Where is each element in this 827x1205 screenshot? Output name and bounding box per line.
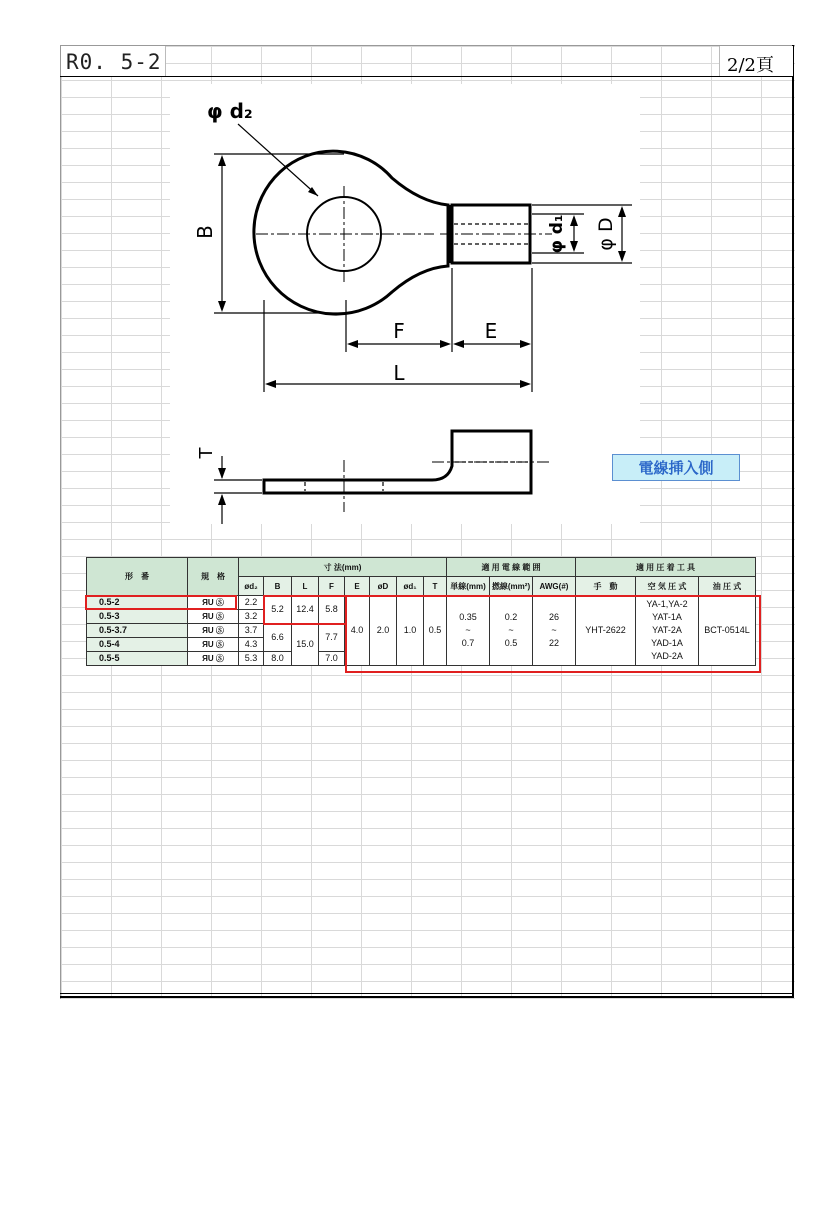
header-awg: AWG(#) (533, 577, 576, 596)
header-pneumatic: 空 気 圧 式 (636, 577, 699, 596)
model-cell: 0.5-3.7 (87, 624, 188, 638)
header-manual: 手 動 (576, 577, 636, 596)
B-cell: 6.6 (264, 624, 292, 652)
d2-cell: 2.2 (239, 596, 264, 610)
label-B: B (193, 225, 217, 239)
header-solid: 単線(mm) (447, 577, 490, 596)
header-standard: 規 格 (188, 558, 239, 596)
title-divider (60, 76, 794, 77)
awg-range: 26 ~ 22 (533, 596, 576, 666)
wire-insertion-side-label: 電線挿入側 (612, 454, 740, 481)
sheet-bottom-border-inner (60, 993, 794, 994)
sheet-right-border (792, 45, 794, 998)
solid-range: 0.35 ~ 0.7 (447, 596, 490, 666)
pneumatic-tools: YA-1,YA-2 YAT-1A YAT-2A YAD-1A YAD-2A (636, 596, 699, 666)
label-E: E (484, 319, 498, 343)
header-stranded: 撚線(mm²) (490, 577, 533, 596)
L-cell: 12.4 (292, 596, 319, 624)
header-d1: ød₁ (397, 577, 424, 596)
standard-mark: ЯU Ⓢ (188, 624, 239, 638)
E-cell: 4.0 (345, 596, 370, 666)
B-cell: 8.0 (264, 652, 292, 666)
d2-cell: 3.7 (239, 624, 264, 638)
sheet-bottom-border (60, 996, 794, 998)
header-L: L (292, 577, 319, 596)
header-D: øD (370, 577, 397, 596)
terminal-drawing (170, 84, 640, 524)
model-cell: 0.5-5 (87, 652, 188, 666)
header-T: T (424, 577, 447, 596)
label-L: L (393, 361, 405, 385)
header-B: B (264, 577, 292, 596)
label-phi-D: φ D (595, 217, 617, 251)
standard-mark: ЯU Ⓢ (188, 610, 239, 624)
header-model: 形 番 (87, 558, 188, 596)
d2-cell: 5.3 (239, 652, 264, 666)
D-cell: 2.0 (370, 596, 397, 666)
header-dimensions: 寸 法(mm) (239, 558, 447, 577)
header-d2: ød₂ (239, 577, 264, 596)
manual-tool: YHT-2622 (576, 596, 636, 666)
page-title: R0. 5-2 (66, 50, 162, 74)
header-F: F (319, 577, 345, 596)
spec-table (86, 557, 756, 666)
standard-mark: ЯU Ⓢ (188, 652, 239, 666)
label-phi-d1: φ d₁ (547, 214, 567, 254)
standard-mark: ЯU Ⓢ (188, 596, 239, 610)
model-cell: 0.5-4 (87, 638, 188, 652)
label-T: T (196, 447, 217, 459)
B-cell: 5.2 (264, 596, 292, 624)
d2-cell: 4.3 (239, 638, 264, 652)
d2-cell: 3.2 (239, 610, 264, 624)
label-F: F (393, 319, 405, 343)
header-hydraulic: 油 圧 式 (699, 577, 756, 596)
hydraulic-tool: BCT-0514L (699, 596, 756, 666)
page-number: 2/2頁 (727, 55, 774, 76)
F-cell: 7.7 (319, 624, 345, 652)
L-cell: 15.0 (292, 624, 319, 666)
header-E: E (345, 577, 370, 596)
F-cell: 7.0 (319, 652, 345, 666)
F-cell: 5.8 (319, 596, 345, 624)
model-cell: 0.5-3 (87, 610, 188, 624)
header-tools: 適 用 圧 着 工 具 (576, 558, 756, 577)
standard-mark: ЯU Ⓢ (188, 638, 239, 652)
d1-cell: 1.0 (397, 596, 424, 666)
stranded-range: 0.2 ~ 0.5 (490, 596, 533, 666)
model-cell: 0.5-2 (87, 596, 188, 610)
T-cell: 0.5 (424, 596, 447, 666)
label-phi-d2: φ d₂ (207, 99, 253, 123)
header-wire-range: 適 用 電 線 範 囲 (447, 558, 576, 577)
